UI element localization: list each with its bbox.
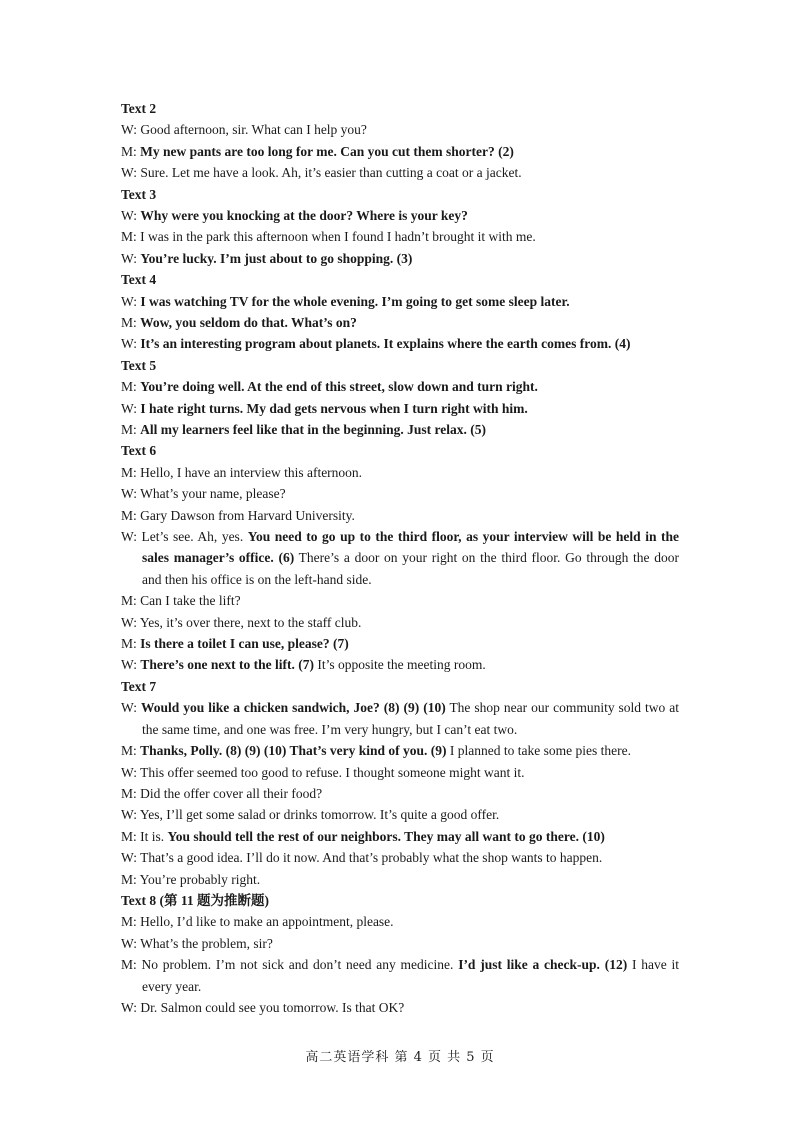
dialogue-text: I planned to take some pies there. (446, 743, 631, 759)
highlighted-answer-text: You’re doing well. At the end of this street, slow down and turn right. (140, 379, 538, 395)
text-section (121, 269, 679, 355)
dialogue-text: W: (121, 208, 141, 223)
dialogue-line (121, 162, 679, 183)
dialogue-text: M: Hello, I’d like to make an appointment, please. (121, 914, 394, 930)
text-section (121, 440, 679, 675)
dialogue-text: W: Yes, it’s over there, next to the staff club. (121, 614, 362, 630)
dialogue-line (121, 312, 679, 333)
dialogue-text: W: (121, 293, 141, 309)
dialogue-line (121, 119, 679, 140)
dialogue-line (121, 997, 679, 1018)
section-heading: Text 5 (121, 357, 157, 373)
dialogue-line (121, 419, 679, 440)
highlighted-answer-text: Would you like a chicken sandwich, Joe? (8) (9) (10) (140, 700, 446, 716)
section-heading: Text 4 (121, 272, 157, 288)
section-heading: Text 7 (121, 678, 157, 694)
dialogue-text: M: (121, 143, 141, 159)
dialogue-line (121, 783, 679, 804)
dialogue-line (121, 804, 679, 825)
section-heading: Text 2 (121, 101, 157, 116)
dialogue-text: W: What’s your name, please? (121, 486, 286, 502)
transcript-body (121, 98, 679, 1018)
dialogue-line (121, 141, 679, 162)
dialogue-text: W: Yes, I’ll get some salad or drinks tomorrow. It’s quite a good offer. (121, 807, 500, 823)
dialogue-text: W: That’s a good idea. I’ll do it now. And that’s probably what the shop wants to happen. (121, 850, 603, 866)
dialogue-text: M: (121, 379, 141, 395)
dialogue-text: M: Gary Dawson from Harvard University. (121, 507, 355, 523)
dialogue-line (121, 933, 679, 954)
dialogue-text: W: This offer seemed too good to refuse. I thought someone might want it. (121, 764, 525, 780)
dialogue-text: M: No problem. I’m not sick and don’t need any medicine. (121, 957, 459, 973)
dialogue-line (121, 654, 679, 675)
dialogue-text: M: Hello, I have an interview this afternoon. (121, 464, 363, 480)
text-section (121, 676, 679, 890)
dialogue-line (121, 526, 679, 590)
dialogue-text: There’s a door on your right on the third floor. Go through the door and then his office is on the left-hand side. (142, 550, 680, 587)
text-section (121, 98, 679, 184)
dialogue-text: It’s opposite the meeting room. (313, 657, 486, 673)
dialogue-text: M: I was in the park this afternoon when I found I hadn’t brought it with me. (121, 229, 536, 245)
page-footer: 高二英语学科 第 4 页 共 5 页 (305, 1050, 495, 1065)
text-section (121, 890, 679, 1018)
dialogue-line (121, 697, 679, 740)
dialogue-text: W: (121, 700, 141, 716)
dialogue-line (121, 762, 679, 783)
dialogue-line (121, 590, 679, 611)
section-heading: Text 8 (第 11 题为推断题) (121, 892, 269, 908)
highlighted-answer-text: Wow, you seldom do that. What’s on? (140, 315, 357, 331)
dialogue-line (121, 333, 679, 354)
dialogue-line (121, 869, 679, 890)
highlighted-answer-text: You’re lucky. I’m just about to go shopping. (3) (140, 250, 413, 266)
dialogue-line (121, 633, 679, 654)
section-heading: Text 3 (121, 186, 157, 202)
dialogue-line (121, 911, 679, 932)
dialogue-text: W: (121, 400, 141, 416)
highlighted-answer-text: I was watching TV for the whole evening. I’m going to get some sleep later. (140, 293, 570, 309)
dialogue-text: W: (121, 250, 141, 266)
dialogue-text: M: Did the offer cover all their food? (121, 785, 323, 801)
dialogue-text: M: Can I take the lift? (121, 593, 241, 609)
dialogue-line (121, 205, 679, 226)
dialogue-line (121, 847, 679, 868)
dialogue-line (121, 505, 679, 526)
dialogue-text: I have it every year. (142, 957, 679, 994)
dialogue-line (121, 398, 679, 419)
dialogue-text: M: (121, 422, 141, 438)
dialogue-text: W: Dr. Salmon could see you tomorrow. Is that OK? (121, 999, 405, 1015)
dialogue-text: W: (121, 336, 141, 352)
dialogue-text: W: (121, 657, 141, 673)
highlighted-answer-text: I hate right turns. My dad gets nervous when I turn right with him. (140, 400, 528, 416)
dialogue-text: W: Sure. Let me have a look. Ah, it’s easier than cutting a coat or a jacket. (121, 165, 522, 181)
highlighted-answer-text: Thanks, Polly. (8) (9) (10) That’s very kind of you. (9) (140, 743, 447, 759)
dialogue-line (121, 612, 679, 633)
highlighted-answer-text: There’s one next to the lift. (7) (140, 657, 314, 673)
dialogue-text: M: (121, 315, 141, 331)
highlighted-answer-text: You should tell the rest of our neighbors. They may all want to go there. (10) (167, 828, 605, 844)
dialogue-text: W: Let’s see. Ah, yes. (121, 529, 248, 545)
dialogue-line (121, 826, 679, 847)
highlighted-answer-text: You need to go up to the third floor, as your interview will be held in the sales manager’s office. (6) (142, 529, 679, 566)
highlighted-answer-text: All my learners feel like that in the beginning. Just relax. (5) (140, 422, 486, 438)
dialogue-line (121, 376, 679, 397)
highlighted-answer-text: I’d just like a check-up. (12) (458, 957, 628, 973)
dialogue-line (121, 740, 679, 761)
dialogue-line (121, 291, 679, 312)
dialogue-text: M: (121, 743, 141, 759)
dialogue-line (121, 226, 679, 247)
text-section (121, 184, 679, 270)
dialogue-line (121, 483, 679, 504)
dialogue-text: M: (121, 636, 141, 652)
dialogue-line (121, 954, 679, 997)
dialogue-text: M: You’re probably right. (121, 871, 261, 887)
dialogue-text: The shop near our community sold two at the same time, and one was free. I’m very hungry, but I can’t eat two. (142, 700, 680, 737)
dialogue-line (121, 462, 679, 483)
text-section (121, 355, 679, 441)
dialogue-text: M: It is. (121, 828, 168, 844)
section-heading: Text 6 (121, 443, 157, 459)
highlighted-answer-text: Why were you knocking at the door? Where is your key? (140, 208, 468, 223)
highlighted-answer-text: Is there a toilet I can use, please? (7) (140, 636, 349, 652)
dialogue-line (121, 248, 679, 269)
highlighted-answer-text: It’s an interesting program about planets. It explains where the earth comes from. (4) (140, 336, 631, 352)
highlighted-answer-text: My new pants are too long for me. Can you cut them shorter? (2) (140, 143, 514, 159)
dialogue-text: W: Good afternoon, sir. What can I help you? (121, 122, 367, 138)
dialogue-text: W: What’s the problem, sir? (121, 935, 273, 951)
